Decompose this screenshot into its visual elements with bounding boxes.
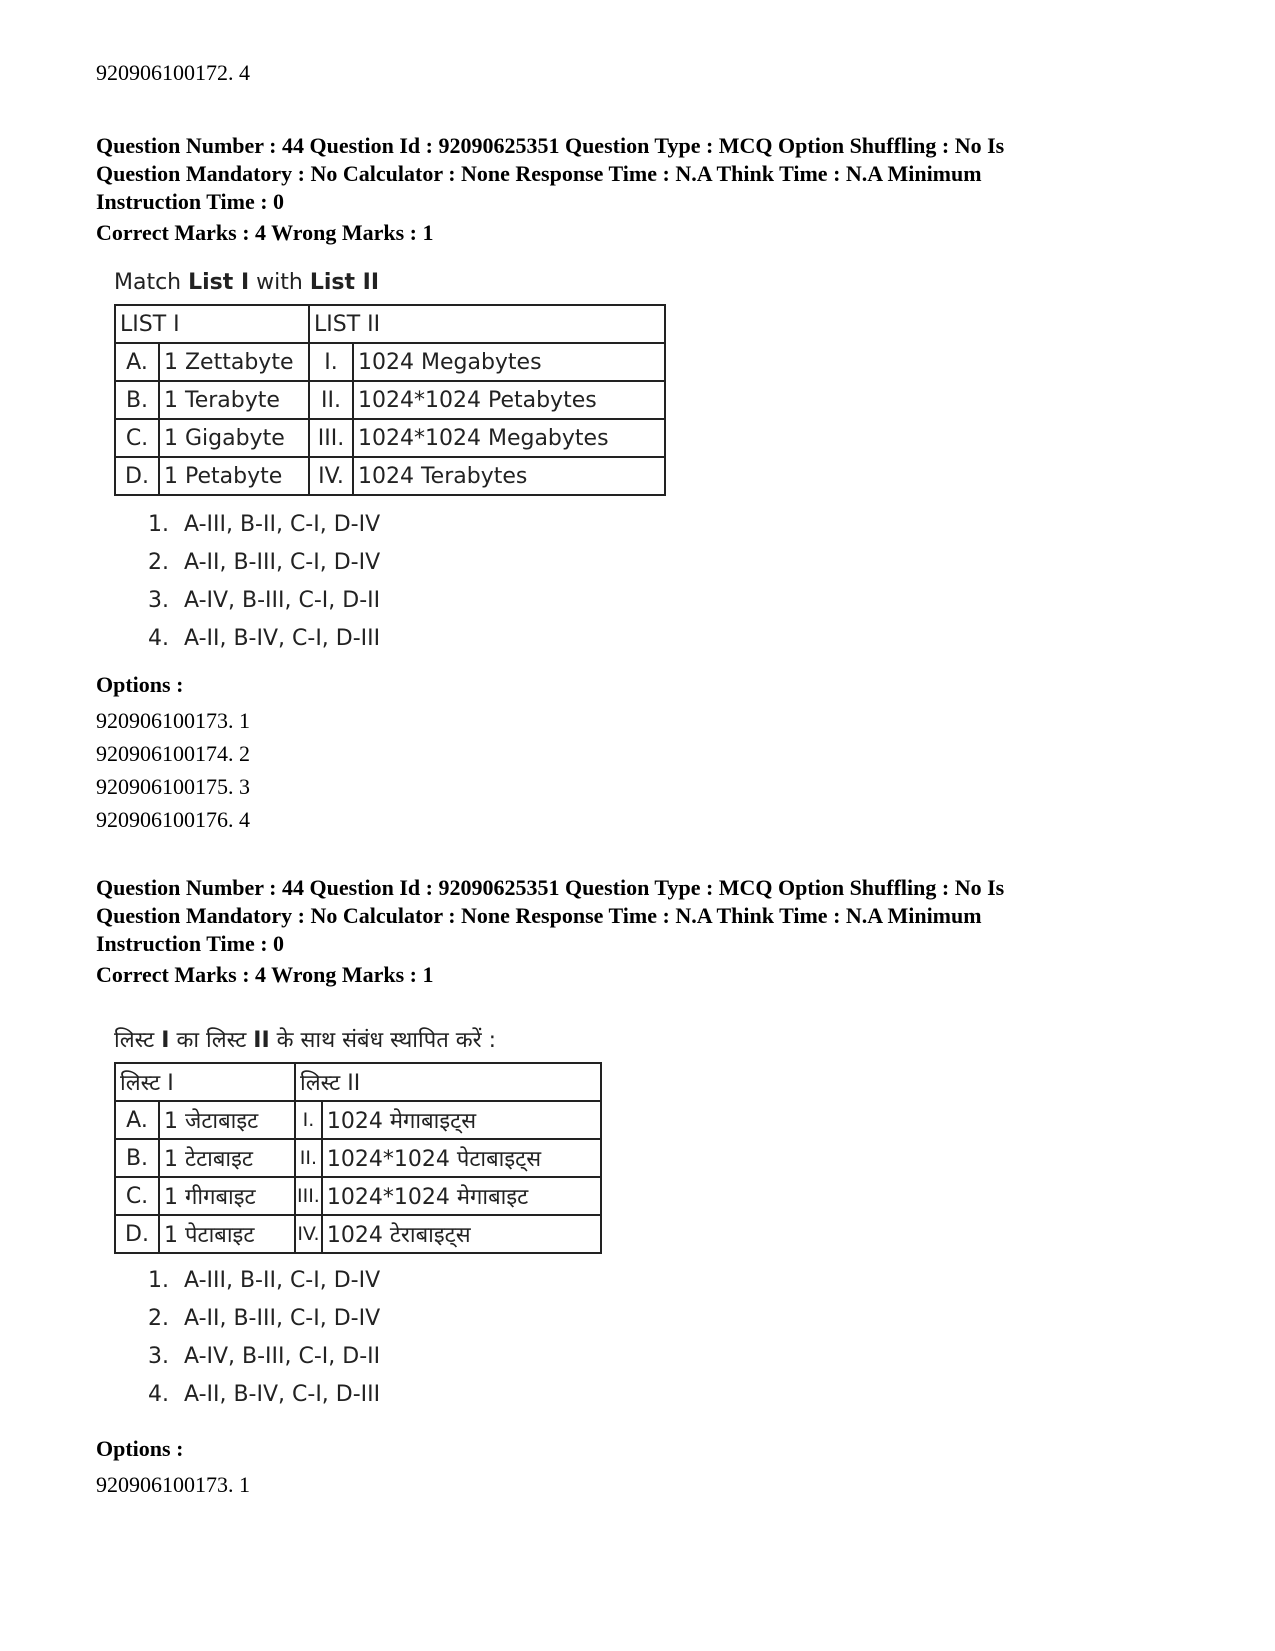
question-1-options xyxy=(96,704,250,836)
table-row xyxy=(115,381,665,419)
question-1-marks: Correct Marks : 4 Wrong Marks : 1 xyxy=(96,220,434,245)
choice-item xyxy=(148,506,380,544)
list-1-item: 1 Terabyte xyxy=(159,381,309,419)
list-1-header: LIST I xyxy=(115,305,309,343)
list-1-letter: C. xyxy=(115,419,159,457)
choice-number: 3. xyxy=(148,1344,169,1369)
list-1-item: 1 Zettabyte xyxy=(159,343,309,381)
question-1-match-table xyxy=(114,304,666,496)
choice-text: A-IV, B-III, C-I, D-II xyxy=(184,1344,381,1369)
question-1-meta xyxy=(96,132,1196,216)
list-2-numeral: III. xyxy=(295,1177,322,1215)
choice-text: A-III, B-II, C-I, D-IV xyxy=(184,512,381,537)
list-2-item: 1024*1024 पेटाबाइट्स xyxy=(322,1139,601,1177)
choice-number: 2. xyxy=(148,1306,169,1331)
choice-number: 4. xyxy=(148,626,169,651)
list-2-item: 1024*1024 Megabytes xyxy=(353,419,665,457)
caption-bold: List II xyxy=(309,270,380,295)
choice-item xyxy=(148,1338,380,1376)
choice-number: 2. xyxy=(148,550,169,575)
choice-text: A-IV, B-III, C-I, D-II xyxy=(184,588,381,613)
table-row xyxy=(115,1177,601,1215)
choice-text: A-II, B-IV, C-I, D-III xyxy=(184,1382,381,1407)
list-1-item: 1 जेटाबाइट xyxy=(159,1101,295,1139)
options-label: Options : xyxy=(96,1436,184,1461)
choice-number: 1. xyxy=(148,512,169,537)
list-2-numeral: IV. xyxy=(295,1215,322,1253)
question-2-match-table xyxy=(114,1062,602,1254)
question-meta-line: Question Number : 44 Question Id : 92090625351 Question Type : MCQ Option Shuffling : No Is xyxy=(96,133,1005,158)
table-row xyxy=(115,343,665,381)
list-1-item: 1 पेटाबाइट xyxy=(159,1215,295,1253)
list-2-numeral: IV. xyxy=(309,457,353,495)
caption-text: के साथ संबंध स्थापित करें : xyxy=(269,1028,497,1053)
choice-text: A-III, B-II, C-I, D-IV xyxy=(184,1268,381,1293)
list-2-numeral: I. xyxy=(309,343,353,381)
option-line: 920906100175. 3 xyxy=(96,774,250,799)
question-1-caption xyxy=(114,270,379,295)
list-2-item: 1024 Megabytes xyxy=(353,343,665,381)
list-2-header: लिस्ट II xyxy=(295,1063,601,1101)
list-2-item: 1024*1024 मेगाबाइट xyxy=(322,1177,601,1215)
question-2-marks: Correct Marks : 4 Wrong Marks : 1 xyxy=(96,962,434,987)
option-line: 920906100173. 1 xyxy=(96,1472,250,1497)
caption-text: with xyxy=(249,270,310,295)
caption-bold: II xyxy=(253,1028,270,1053)
question-1-choices xyxy=(148,506,380,658)
choice-text: A-II, B-IV, C-I, D-III xyxy=(184,626,381,651)
previous-option-line: 920906100172. 4 xyxy=(96,60,250,85)
choice-text: A-II, B-III, C-I, D-IV xyxy=(184,1306,381,1331)
choice-item xyxy=(148,1300,380,1338)
choice-item xyxy=(148,1376,380,1414)
table-row xyxy=(115,1215,601,1253)
list-1-item: 1 टेटाबाइट xyxy=(159,1139,295,1177)
choice-item xyxy=(148,544,380,582)
list-2-item: 1024*1024 Petabytes xyxy=(353,381,665,419)
list-1-item: 1 Gigabyte xyxy=(159,419,309,457)
list-2-header: LIST II xyxy=(309,305,665,343)
choice-number: 3. xyxy=(148,588,169,613)
table-row xyxy=(115,457,665,495)
list-1-letter: C. xyxy=(115,1177,159,1215)
list-1-letter: B. xyxy=(115,381,159,419)
question-2-meta xyxy=(96,874,1196,958)
list-2-item: 1024 Terabytes xyxy=(353,457,665,495)
option-line: 920906100173. 1 xyxy=(96,708,250,733)
question-meta-line: Question Number : 44 Question Id : 92090625351 Question Type : MCQ Option Shuffling : No Is xyxy=(96,875,1005,900)
choice-item xyxy=(148,620,380,658)
list-1-letter: A. xyxy=(115,1101,159,1139)
choice-item xyxy=(148,1262,380,1300)
list-1-item: 1 Petabyte xyxy=(159,457,309,495)
choice-number: 1. xyxy=(148,1268,169,1293)
caption-bold: List I xyxy=(188,270,250,295)
question-2-choices xyxy=(148,1262,380,1414)
question-meta-line: Question Mandatory : No Calculator : None Response Time : N.A Think Time : N.A Minimum xyxy=(96,161,982,186)
list-2-numeral: III. xyxy=(309,419,353,457)
table-row xyxy=(115,1139,601,1177)
table-row xyxy=(115,1101,601,1139)
question-meta-line: Question Mandatory : No Calculator : None Response Time : N.A Think Time : N.A Minimum xyxy=(96,903,982,928)
list-1-letter: D. xyxy=(115,1215,159,1253)
list-1-letter: D. xyxy=(115,457,159,495)
choice-text: A-II, B-III, C-I, D-IV xyxy=(184,550,381,575)
list-1-header: लिस्ट I xyxy=(115,1063,295,1101)
caption-bold: I xyxy=(161,1028,170,1053)
option-line: 920906100174. 2 xyxy=(96,741,250,766)
table-header-row xyxy=(115,1063,601,1101)
question-2-options xyxy=(96,1468,250,1501)
list-2-numeral: II. xyxy=(295,1139,322,1177)
question-2-caption xyxy=(114,1024,496,1054)
list-2-numeral: I. xyxy=(295,1101,322,1139)
options-label: Options : xyxy=(96,672,184,697)
list-1-letter: A. xyxy=(115,343,159,381)
table-row xyxy=(115,419,665,457)
list-2-numeral: II. xyxy=(309,381,353,419)
list-1-item: 1 गीगबाइट xyxy=(159,1177,295,1215)
option-line: 920906100176. 4 xyxy=(96,807,250,832)
table-header-row xyxy=(115,305,665,343)
list-2-item: 1024 मेगाबाइट्स xyxy=(322,1101,601,1139)
caption-text: Match xyxy=(114,270,189,295)
question-meta-line: Instruction Time : 0 xyxy=(96,189,285,214)
choice-number: 4. xyxy=(148,1382,169,1407)
caption-text: का लिस्ट xyxy=(169,1028,254,1053)
caption-text: लिस्ट xyxy=(114,1028,162,1053)
list-2-item: 1024 टेराबाइट्स xyxy=(322,1215,601,1253)
list-1-letter: B. xyxy=(115,1139,159,1177)
choice-item xyxy=(148,582,380,620)
question-meta-line: Instruction Time : 0 xyxy=(96,931,285,956)
